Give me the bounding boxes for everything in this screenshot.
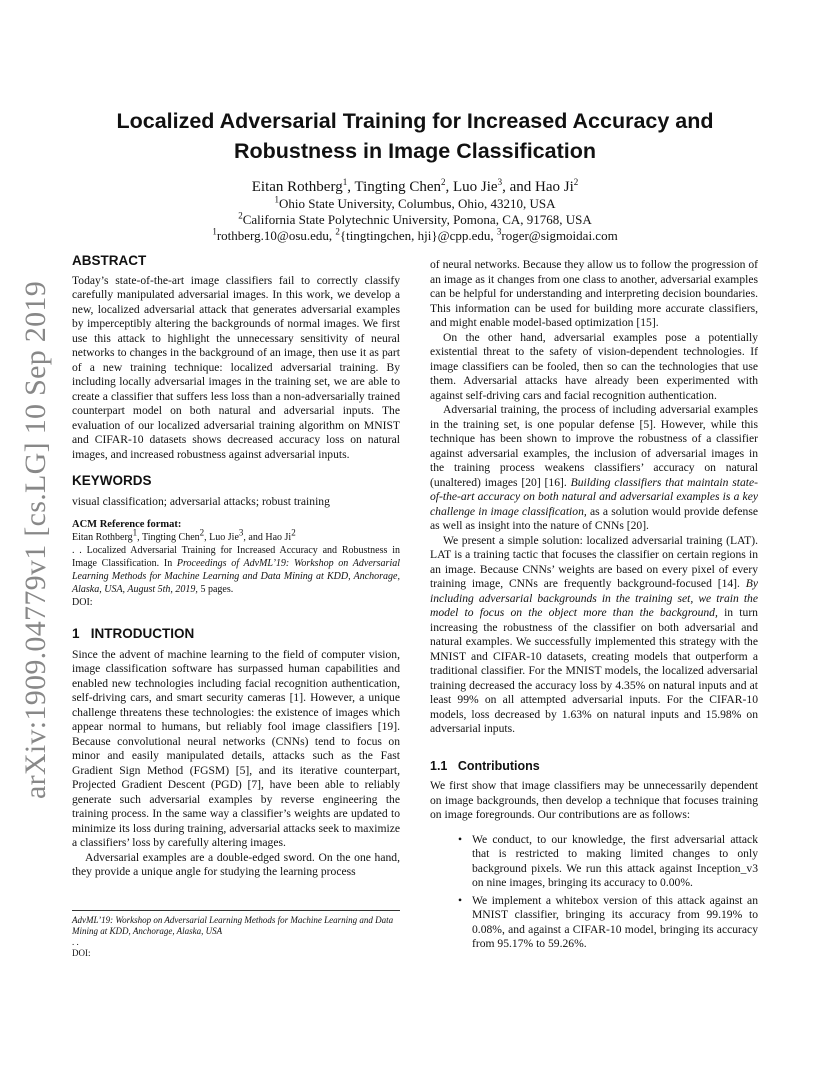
footnote-venue: AdvML’19: Workshop on Adversarial Learning Methods for Machine Learning and Data Mining at KDD, Anchorage, Alaska, USA — [72, 915, 394, 936]
acm-ref-end: 5 pages. — [197, 584, 234, 595]
arxiv-stamp-text: arXiv:1909.04779v1 [cs.LG] 10 Sep 2019 — [19, 280, 52, 800]
contribution-bullet — [430, 833, 758, 891]
contributions-text: We first show that image classifiers may be unnecessarily dependent on image backgrounds, then develop a technique that focuses training on image foregrounds. Our contributions are as follows: — [430, 779, 758, 821]
author-sep: , — [445, 179, 453, 195]
left-column — [72, 254, 400, 880]
author-sep: , and — [502, 179, 535, 195]
p2-italic: Building classifiers that maintain state-of-the-art accuracy on both natural and adversarial examples is a key challenge in image classification, — [430, 475, 758, 518]
keywords-heading: KEYWORDS — [72, 473, 152, 488]
contributions-list — [430, 833, 758, 952]
intro-heading — [72, 627, 400, 642]
right-paragraph-2 — [430, 403, 758, 534]
acm-ref-plain: . . Localized Adversarial Training for Increased Accuracy and Robustness in Image Classification. In — [72, 545, 400, 569]
acm-author-sep: , and — [243, 532, 266, 543]
affiliation-2 — [80, 212, 750, 228]
acm-author: Tingting Chen — [141, 532, 200, 543]
keywords-text: visual classification; adversarial attacks; robust training — [72, 494, 330, 508]
email-line — [80, 228, 750, 244]
affiliation-sup: 2 — [238, 210, 243, 221]
bullet-icon: • — [458, 893, 463, 907]
acm-author: Eitan Rothberg — [72, 532, 133, 543]
footnote — [72, 915, 400, 959]
author-name: Hao Ji — [535, 179, 574, 195]
intro-heading-num: 1 — [72, 626, 80, 641]
author-sep: , — [347, 179, 355, 195]
acm-author-sep: , — [137, 532, 142, 543]
author-list — [80, 178, 750, 196]
intro-paragraph-1: Since the advent of machine learning to the field of computer vision, image classification software has surpassed human capabilities and enabled new technologies including facial recognition authentication, self-driving cars, and smart security cameras [1]. However, a unique challenge threatens these technologies: the existence of images which appear normal to humans, but reliably fool image classifiers [19]. Because convolutional neural networks (CNNs) tend to focus on minor and easily manipulated details, attacks such as the Fast Gradient Sign Method (FGSM) [5], and its iterative counterpart, Projected Gradient Descent (PGD) [7], have been able to reliably generate such adversarial examples by reverse engineering the training process. In the same way a classifier’s weights are updated to minimize its loss during training, adversarial attacks seek to maximize a classifiers’ loss by carefully altering images. — [72, 647, 400, 849]
footnote-rule — [72, 910, 400, 911]
acm-ref-italic: Proceedings of AdvML’19: Workshop on Adversarial Learning Methods for Machine Learning and Data Mining at KDD, Anchorage, Alaska, USA, August 5th, 2019, — [72, 558, 401, 595]
footnote-doi: DOI: — [72, 948, 91, 958]
email-text: rothberg.10@osu.edu, — [216, 228, 336, 243]
bullet-text: We implement a whitebox version of this attack against an MNIST classifier, bringing its accuracy from 99.19% to 0.08%, and against a CIFAR-10 model, bringing its accuracy from 95.17% to 59.26%. — [472, 893, 758, 950]
bullet-icon: • — [458, 832, 463, 846]
author-sup: 2 — [573, 177, 579, 187]
p3-end: in turn increasing the robustness of the classifier on both adversarial and natural examples. We successfully implemented this strategy with the MNIST and CIFAR-10 datasets, creating models that outperform a traditional classifier. For the MNIST models, the localized adversarial training decreased the accuracy loss by 4.35% on natural inputs and at least 99% on all attempted adversarial inputs. For the CIFAR-10 models, loss decreased by 1.63% on natural inputs and 15.98% on adversarial inputs. — [430, 606, 758, 735]
email-text: roger@sigmoidai.com — [501, 228, 618, 243]
right-paragraph-0: of neural networks. Because they allow us to follow the progression of an image as it changes from one class to another, adversarial examples can be helpful for understanding and interpreting decision boundaries. This information can be used for building more accurate classifiers, and might enable model-based optimization [15]. — [430, 258, 758, 329]
arxiv-stamp — [16, 280, 56, 800]
email-sup: 3 — [496, 226, 502, 237]
right-paragraph-3 — [430, 534, 758, 737]
p3-italic: By including adversarial backgrounds in the training set, we train the model to focus on the object more than the background, — [430, 577, 758, 619]
author-name: Eitan Rothberg — [251, 179, 343, 195]
acm-reference — [72, 544, 400, 596]
affiliation-sup: 1 — [274, 194, 279, 205]
author-sup: 2 — [441, 177, 446, 187]
affiliation-1 — [80, 196, 750, 212]
right-paragraph-1: On the other hand, adversarial examples pose a potentially existential threat to the safety of vision-dependent technologies. If image classifiers can be fooled, then so can the technologies that use them. Adversarial attacks have already been experimented with against self-driving cars and facial recognition authentication. — [430, 330, 758, 402]
abstract-text: Today’s state-of-the-art image classifiers fail to correctly classify carefully manipulated adversarial images. In this work, we develop a new, localized adversarial attack that generates adversarial examples by imperceptibly altering the backgrounds of normal images. We first use this attack to highlight the unnecessary sensitivity of neural networks to changes in the background of an image, then use it as part of a new training technique: localized adversarial training. By including locally adversarial images in the training set, we are able to create a classifier that suffers less loss than a non-adversarially trained counterpart model on both natural and adversarial inputs. The evaluation of our localized adversarial training algorithm on MNIST and CIFAR-10 datasets shows decreased accuracy loss on natural images, and increased robustness against adversarial inputs. — [72, 273, 400, 461]
p3-plain: We present a simple solution: localized adversarial training (LAT). LAT is a training tactic that focuses the classifier on certain regions in an image. Because CNNs’ weights are based on every pixel of every training image, CNNs are frequently background-focused [14]. — [430, 533, 758, 590]
footnote-dots: . . — [72, 937, 79, 947]
intro-heading-text: INTRODUCTION — [90, 626, 195, 641]
acm-author-sup: 1 — [132, 527, 138, 538]
contributions-num: 1.1 — [430, 758, 448, 773]
acm-doi: DOI: — [72, 597, 93, 608]
acm-author: Luo Jie — [209, 532, 239, 543]
intro-paragraph-2: Adversarial examples are a double-edged sword. On the one hand, they provide a unique angle for studying the learning process — [72, 850, 400, 878]
contributions-heading-text: Contributions — [457, 758, 540, 773]
author-name: Luo Jie — [453, 179, 498, 195]
acm-author-sup: 2 — [291, 527, 296, 538]
acm-heading: ACM Reference format: — [72, 519, 182, 530]
acm-author-sup: 3 — [238, 527, 244, 538]
acm-author: Hao Ji — [265, 532, 292, 543]
abstract-heading: ABSTRACT — [72, 253, 147, 268]
affiliation-text: Ohio State University, Columbus, Ohio, 43210, USA — [279, 196, 556, 211]
email-sup: 2 — [335, 226, 340, 237]
p2-end: as a solution would provide defense as well as insight into the nature of CNNs [20]. — [430, 504, 758, 532]
contributions-heading — [430, 759, 758, 774]
affiliation-text: California State Polytechnic University, Pomona, CA, 91768, USA — [242, 212, 592, 227]
author-sup: 3 — [497, 177, 503, 187]
author-name: Tingting Chen — [354, 179, 441, 195]
acm-authors — [72, 527, 400, 544]
contribution-bullet — [430, 894, 758, 952]
email-sup: 1 — [212, 226, 217, 237]
bullet-text: We conduct, to our knowledge, the first adversarial attack that is restricted to making limited changes to only background pixels. We run this attack against Inception_v3 on nine images, bringing its accuracy to 0.00%. — [472, 832, 758, 889]
p2-plain: Adversarial training, the process of including adversarial examples in the training set, is one popular defense [5]. However, while this technique has been shown to improve the robustness of a classifier against adversarial examples, the inclusion of adversarial images in the training process weakens classifiers’ accuracy on natural (unaltered) images [20] [16]. — [430, 403, 758, 489]
email-text: {tingtingchen, hji}@cpp.edu, — [339, 228, 497, 243]
acm-author-sep: , — [204, 532, 210, 543]
paper-title: Localized Adversarial Training for Increased Accuracy and Robustness in Image Classification — [116, 109, 714, 163]
author-sup: 1 — [342, 177, 348, 187]
right-column — [430, 258, 758, 955]
acm-author-sup: 2 — [199, 527, 205, 538]
